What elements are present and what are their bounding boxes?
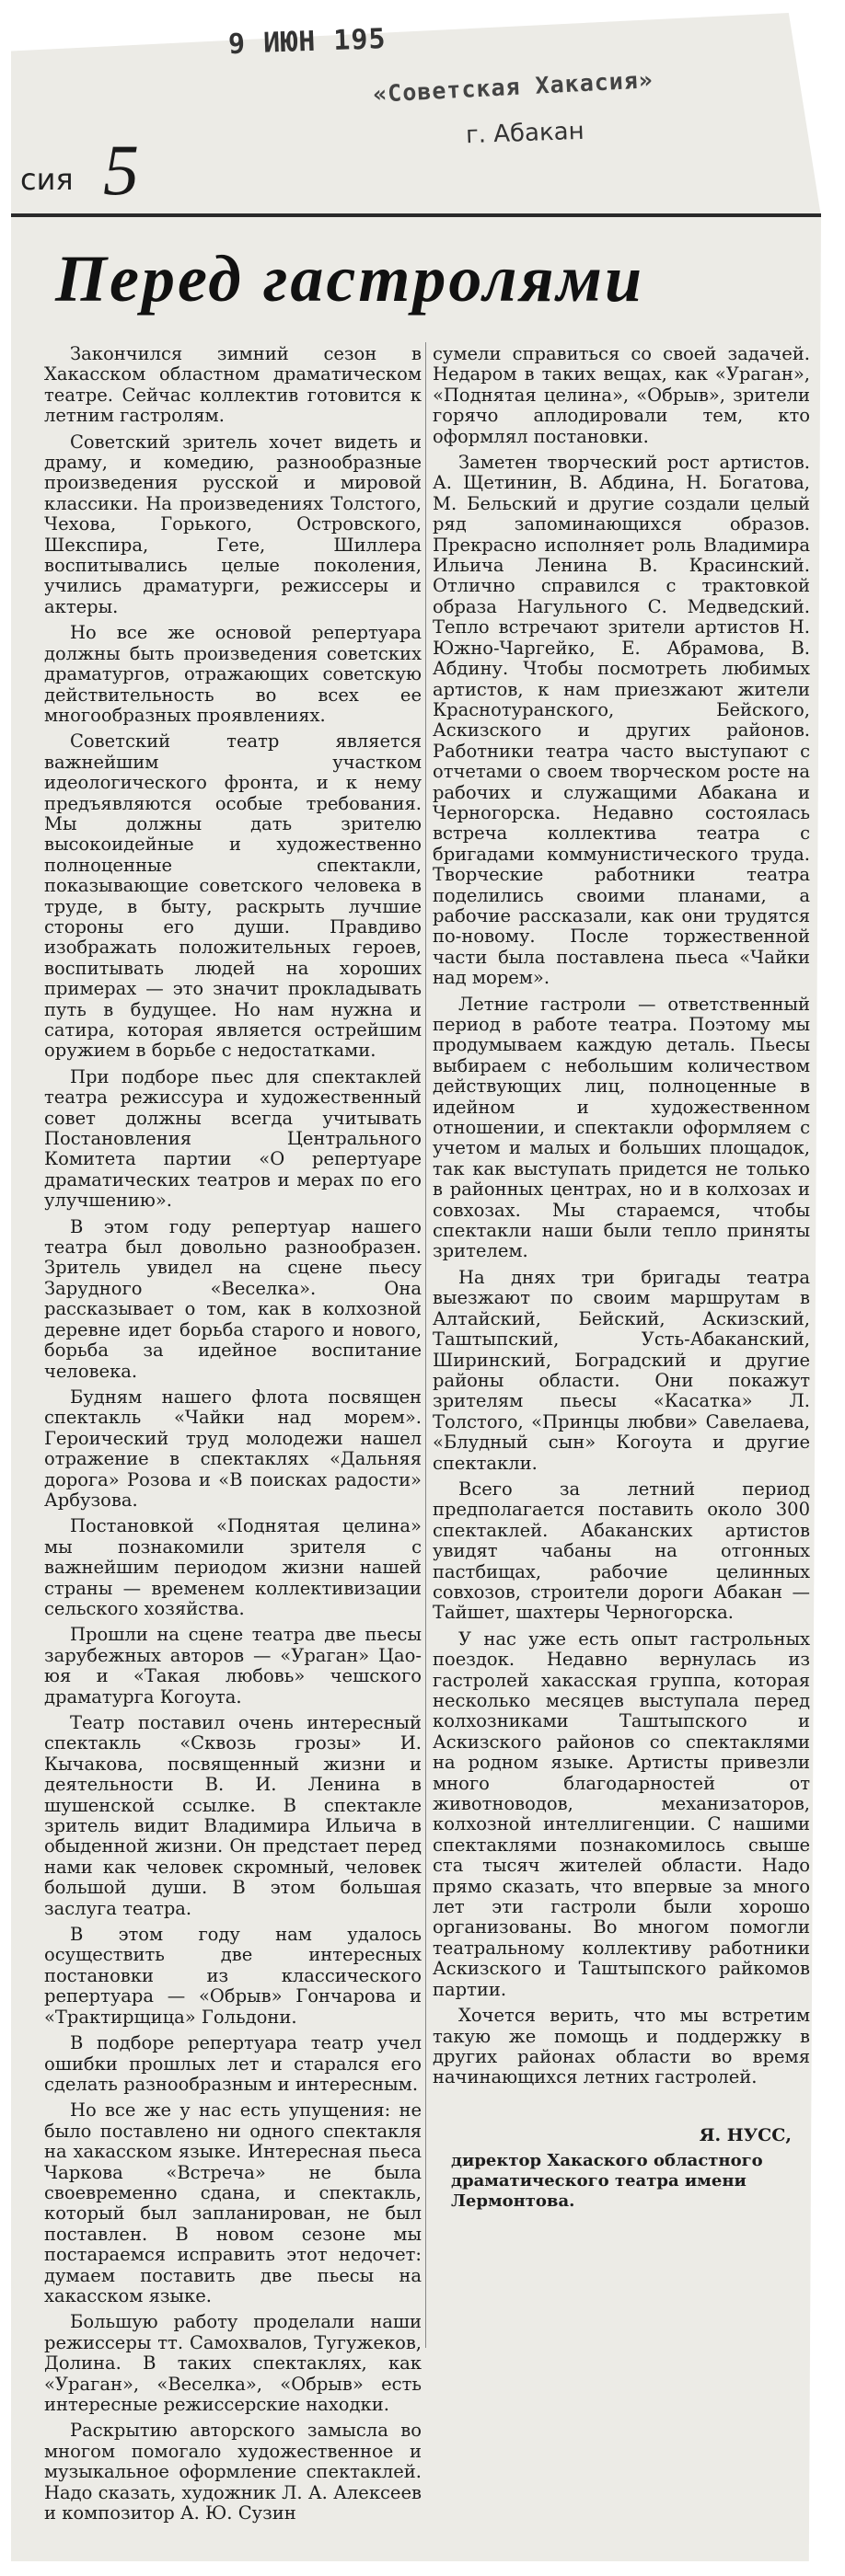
article-column-1: [44, 344, 422, 2529]
city-stamp: г. Абакан: [465, 117, 585, 150]
page-number: 5: [103, 130, 139, 210]
paragraph: В этом году репертуар нашего театра был довольно разнообразен. Зритель увидел на сцене пьесу Зарудного «Веселка». Она рассказывает о том, как в колхозной деревне идет борьба старого и нового, борьба за идейное воспитание человека.: [44, 1215, 422, 1382]
paragraph: Раскрытию авторского замысла во многом помогало художественное и музыкальное оформление спектаклей. Надо сказать, художник Л. А. Алексеев и композитор А. Ю. Сузин: [44, 2420, 422, 2524]
paragraph: На днях три бригады театра выезжают по своим маршрутам в Алтайский, Бейский, Аскизский, Таштыпский, Усть-Абаканский, Ширинский, Боградский и другие районы области. Они покажут зрителям пьесы «Касатка» Л. Толстого, «Принцы любви» Савелаева, «Блудный сын» Когоута и другие спектакли.: [433, 1266, 810, 1474]
paragraph: В подборе репертуара театр учел ошибки прошлых лет и старался его сделать разнообразным и интересным.: [44, 2032, 422, 2095]
page-label: сия: [20, 162, 74, 197]
paragraph: Но все же основой репертуара должны быть произведения советских драматургов, отражающих советскую действительность во всех ее многообразных проявлениях.: [44, 622, 422, 726]
paragraph: Постановкой «Поднятая целина» мы познакомили зрителя с важнейшим периодом жизни нашей страны — временем коллективизации сельского хозяйства.: [44, 1515, 422, 1619]
paragraph: Всего за летний период предполагается поставить около 300 спектаклей. Абаканских артистов увидят чабаны на отгонных пастбищах, рабочие целинных совхозов, строители дороги Абакан — Тайшет, шахтеры Черногорска.: [433, 1478, 810, 1624]
paragraph: Прошли на сцене театра две пьесы зарубежных авторов — «Ураган» Цао-юя и «Такая любовь» чешского драматурга Когоута.: [44, 1624, 422, 1708]
author-name: Я. НУСС,: [699, 2124, 792, 2145]
paragraph: При подборе пьес для спектаклей театра режиссура и художественный совет должны всегда учитывать Постановления Центрального Комитета партии «О репертуаре драматических театров и мерах по его улучшению».: [44, 1065, 422, 1212]
paragraph: Но все же у нас есть упущения: не было поставлено ни одного спектакля на хакасском языке. Интересная пьеса Чаркова «Встреча» не была своевременно сдана, и спектакль, который был запланирован, не был поставлен. В новом сезоне мы постараемся исправить этот недочет: думаем поставить две пьесы на хакасском языке.: [44, 2099, 422, 2306]
paragraph: Советский зритель хочет видеть и драму, и комедию, разнообразные произведения русской и мировой классики. На произведениях Толстого, Чехова, Горького, Островского, Шекспира, Гете, Шиллера воспитывались целые поколения, учились драматурги, режиссеры и актеры.: [44, 431, 422, 617]
paragraph: Закончился зимний сезон в Хакасском областном драматическом театре. Сейчас коллектив готовится к летним гастролям.: [44, 343, 422, 427]
article-title: Перед гастролями: [55, 242, 644, 316]
paragraph: В этом году нам удалось осуществить две интересных постановки из классического репертуара — «Обрыв» Гончарова и «Трактирщица» Гольдони.: [44, 1924, 422, 2028]
column-divider: [425, 342, 426, 2348]
author-position: директор Хакаского областного драматического театра имени Лермонтова.: [451, 2151, 763, 2212]
newspaper-name-stamp: «Советская Хакасия»: [372, 66, 654, 108]
paragraph: Советский театр является важнейшим участком идеологического фронта, и к нему предъявляются особые требования. Мы должны дать зрителю высокоидейные и художественно полноценные спектакли, показывающие советского человека в труде, в быту, раскрыть лучшие стороны его души. Правдиво изображать положительных героев, воспитывать людей на хороших примерах — это значит прокладывать путь в будущее. Но нам нужна и сатира, которая является острейшим оружием в борьбе с недостатками.: [44, 730, 422, 1062]
paragraph: Театр поставил очень интересный спектакль «Сквозь грозы» И. Кычакова, посвященный жизни и деятельности В. И. Ленина в шушенской ссылке. В спектакле зритель видит Владимира Ильича в обыденной жизни. Он предстает перед нами как человек скромный, человек большой души. В этом большая заслуга театра.: [44, 1712, 422, 1919]
paragraph: Будням нашего флота посвящен спектакль «Чайки над морем». Героический труд молодежи нашел отражение в спектаклях «Дальняя дорога» Розова и «В поисках радости» Арбузова.: [44, 1386, 422, 1511]
header-rule: [11, 213, 821, 217]
paragraph: сумели справиться со своей задачей. Недаром в таких вещах, как «Ураган», «Поднятая целина», «Обрыв», зрители горячо аплодировали тем, кто оформлял постановки.: [433, 343, 810, 447]
paragraph: Летние гастроли — ответственный период в работе театра. Поэтому мы продумываем каждую деталь. Пьесы выбираем с небольшим количеством действующих лиц, полноценные в идейном и художественном отношении, и спектакли оформляем с учетом и малых и больших площадок, так как выступать придется не только в районных центрах, но и в колхозах и совхозах. Мы стараемся, чтобы спектакли наши были тепло приняты зрителем.: [433, 993, 810, 1262]
date-stamp: 9 ИЮН 195: [227, 23, 388, 61]
signature-block: [433, 2125, 810, 2212]
paragraph: Большую работу проделали наши режиссеры тт. Самохвалов, Тугужеков, Долина. В таких спектаклях, как «Ураган», «Веселка», «Обрыв» есть интересные режиссерские находки.: [44, 2311, 422, 2415]
article-column-2: [433, 344, 810, 2212]
paragraph: Заметен творческий рост артистов. А. Щетинин, В. Абдина, Н. Богатова, М. Бельский и другие создали целый ряд запоминающихся образов. Прекрасно исполняет роль Владимира Ильича Ленина В. Красинский. Отлично справился с трактовкой образа Нагульного С. Медведский. Тепло встречают зрители артистов Н. Южно-Чаргейко, Е. Абрамова, В. Абдину. Чтобы посмотреть любимых артистов, к нам приезжают жители Краснотуранского, Бейского, Аскизского и других районов. Работники театра часто выступают с отчетами о своем творческом росте на рабочих и служащими Абакана и Черногорска. Недавно состоялась встреча коллектива театра с бригадами коммунистического труда. Творческие работники театра поделились своими планами, а рабочие рассказали, как они трудятся по-новому. После торжественной части была поставлена пьеса «Чайки над морем».: [433, 452, 810, 989]
paragraph: У нас уже есть опыт гастрольных поездок. Недавно вернулась из гастролей хакасская группа, которая несколько месяцев выступала перед колхозниками Таштыпского и Аскизского районов со спектаклями на родном языке. Артисты привезли много благодарностей от животноводов, механизаторов, колхозной интеллигенции. С нашими спектаклями познакомилось свыше ста тысяч жителей области. Надо прямо сказать, что впервые за много лет эти гастроли были хорошо организованы. Во многом помогли театральному коллективу работники Аскизского и Таштыпского райкомов партии.: [433, 1627, 810, 2000]
paragraph: Хочется верить, что мы встретим такую же помощь и поддержку в других районах области во время начинающихся летних гастролей.: [433, 2005, 810, 2088]
